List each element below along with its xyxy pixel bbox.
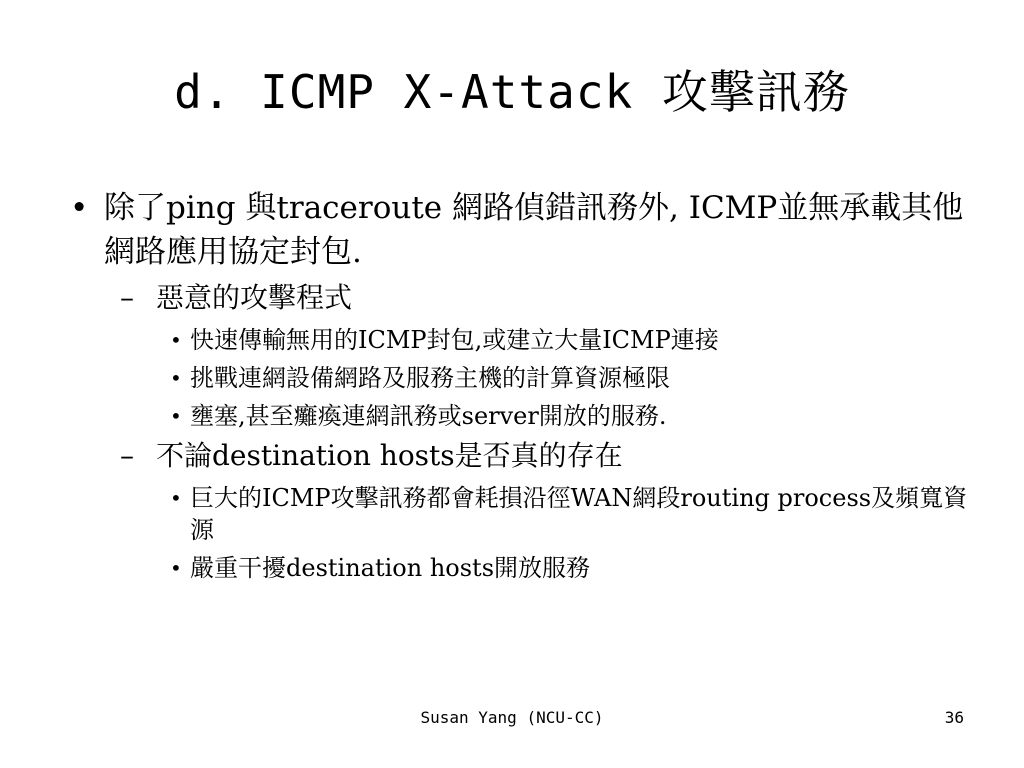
- bullet-text: 嚴重干擾destination hosts開放服務: [190, 554, 591, 582]
- page-number: 36: [944, 708, 964, 727]
- bullet-level3: [170, 362, 970, 394]
- bullet-marker: •: [170, 556, 182, 580]
- slide-content: [70, 186, 970, 584]
- dash-marker: –: [120, 281, 134, 314]
- bullet-text: 不論destination hosts是否真的存在: [156, 439, 623, 472]
- bullet-level3: [170, 400, 970, 432]
- bullet-text: 快速傳輸無用的ICMP封包,或建立大量ICMP連接: [190, 326, 719, 354]
- bullet-text: 惡意的攻擊程式: [156, 281, 353, 314]
- bullet-text: 壅塞,甚至癱瘓連網訊務或server開放的服務.: [190, 402, 667, 430]
- dash-marker: –: [120, 439, 134, 472]
- footer-author: Susan Yang (NCU-CC): [420, 708, 604, 727]
- bullet-marker: •: [170, 328, 182, 352]
- bullet-text: 挑戰連網設備網路及服務主機的計算資源極限: [190, 364, 670, 392]
- bullet-marker: •: [170, 404, 182, 428]
- bullet-marker: •: [170, 486, 182, 510]
- bullet-level3: [170, 324, 970, 356]
- bullet-level2: [120, 278, 970, 318]
- bullet-text: 巨大的ICMP攻擊訊務都會耗損沿徑WAN網段routing process及頻寬資源: [190, 484, 968, 544]
- bullet-marker: •: [170, 366, 182, 390]
- bullet-level3: [170, 482, 970, 546]
- bullet-text: 除了ping 與traceroute 網路偵錯訊務外, ICMP並無承載其他網路應用協定封包.: [104, 190, 964, 270]
- bullet-level2: [120, 436, 970, 476]
- bullet-level3: [170, 552, 970, 584]
- bullet-marker: •: [70, 190, 89, 226]
- slide-title: d. ICMP X-Attack 攻擊訊務: [174, 65, 850, 119]
- bullet-level1: [70, 186, 970, 274]
